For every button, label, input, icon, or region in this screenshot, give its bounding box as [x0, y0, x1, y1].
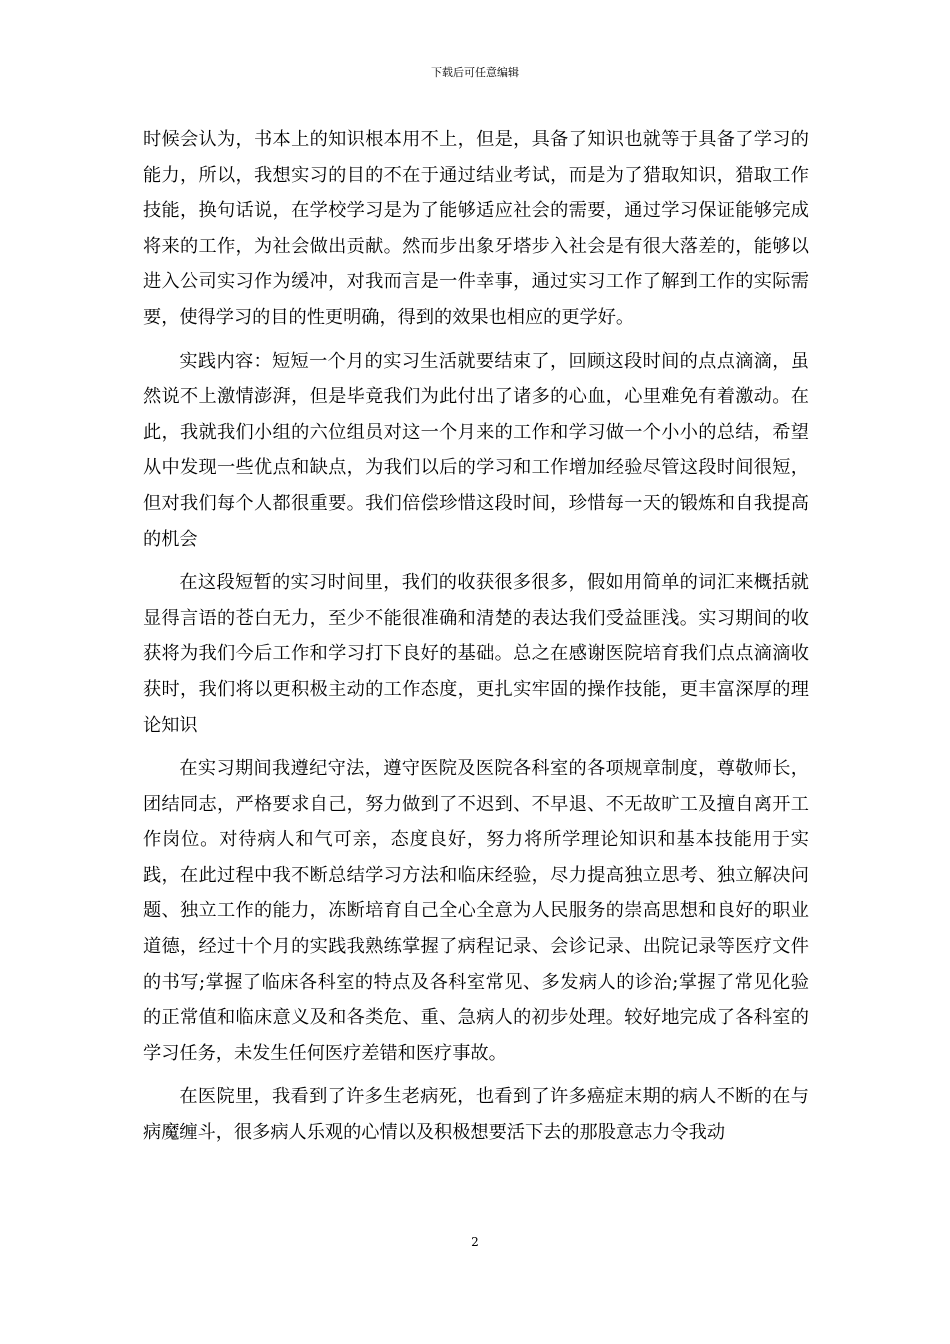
paragraph-1: 时候会认为，书本上的知识根本用不上，但是，具备了知识也就等于具备了学习的能力，所以，我想实习的目的不在于通过结业考试，而是为了猎取知识，猎取工作技能，换句话说，在学校学习是为了能够适应社会的需要，通过学习保证能够完成将来的工作，为社会做出贡献。然而步出象牙塔步入社会是有很大落差的，能够以进入公司实习作为缓冲，对我而言是一件幸事，通过实习工作了解到工作的实际需要，使得学习的目的性更明确，得到的效果也相应的更学好。: [143, 129, 809, 328]
page-header: 下载后可任意编辑: [431, 66, 519, 79]
page-number: 2: [471, 1235, 479, 1249]
paragraph-2: 实践内容：短短一个月的实习生活就要结束了，回顾这段时间的点点滴滴，虽然说不上激情澎湃，但是毕竟我们为此付出了诸多的心血，心里难免有着激动。在此，我就我们小组的六位组员对这一个月来的工作和学习做一个小小的总结，希望从中发现一些优点和缺点，为我们以后的学习和工作增加经验尽管这段时间很短，但对我们每个人都很重要。我们倍偿珍惜这段时间，珍惜每一天的锻炼和自我提高的机会: [143, 350, 809, 550]
document-body: [143, 122, 809, 1159]
paragraph-3: 在这段短暂的实习时间里，我们的收获很多很多，假如用简单的词汇来概括就显得言语的苍白无力，至少不能很准确和清楚的表达我们受益匪浅。实习期间的收获将为我们今后工作和学习打下良好的基础。总之在感谢医院培育我们点点滴滴收获时，我们将以更积极主动的工作态度，更扎实牢固的操作技能，更丰富深厚的理论知识: [143, 572, 809, 736]
paragraph-4: 在实习期间我遵纪守法，遵守医院及医院各科室的各项规章制度，尊敬师长，团结同志，严格要求自己，努力做到了不迟到、不早退、不无故旷工及擅自离开工作岗位。对待病人和气可亲，态度良好，努力将所学理论知识和基本技能用于实践，在此过程中我不断总结学习方法和临床经验，尽力提高独立思考、独立解决问题、独立工作的能力，冻断培育自己全心全意为人民服务的崇高思想和良好的职业道德，经过十个月的实践我熟练掌握了病程记录、会诊记录、出院记录等医疗文件的书写;掌握了临床各科室的特点及各科室常见、多发病人的诊治;掌握了常见化验的正常值和临床意义及和各类危、重、急病人的初步处理。较好地完成了各科室的学习任务，未发生任何医疗差错和医疗事故。: [143, 758, 809, 1064]
paragraph-5: 在医院里，我看到了许多生老病死，也看到了许多癌症末期的病人不断的在与病魔缠斗，很多病人乐观的心情以及积极想要活下去的那股意志力令我动: [143, 1086, 809, 1144]
